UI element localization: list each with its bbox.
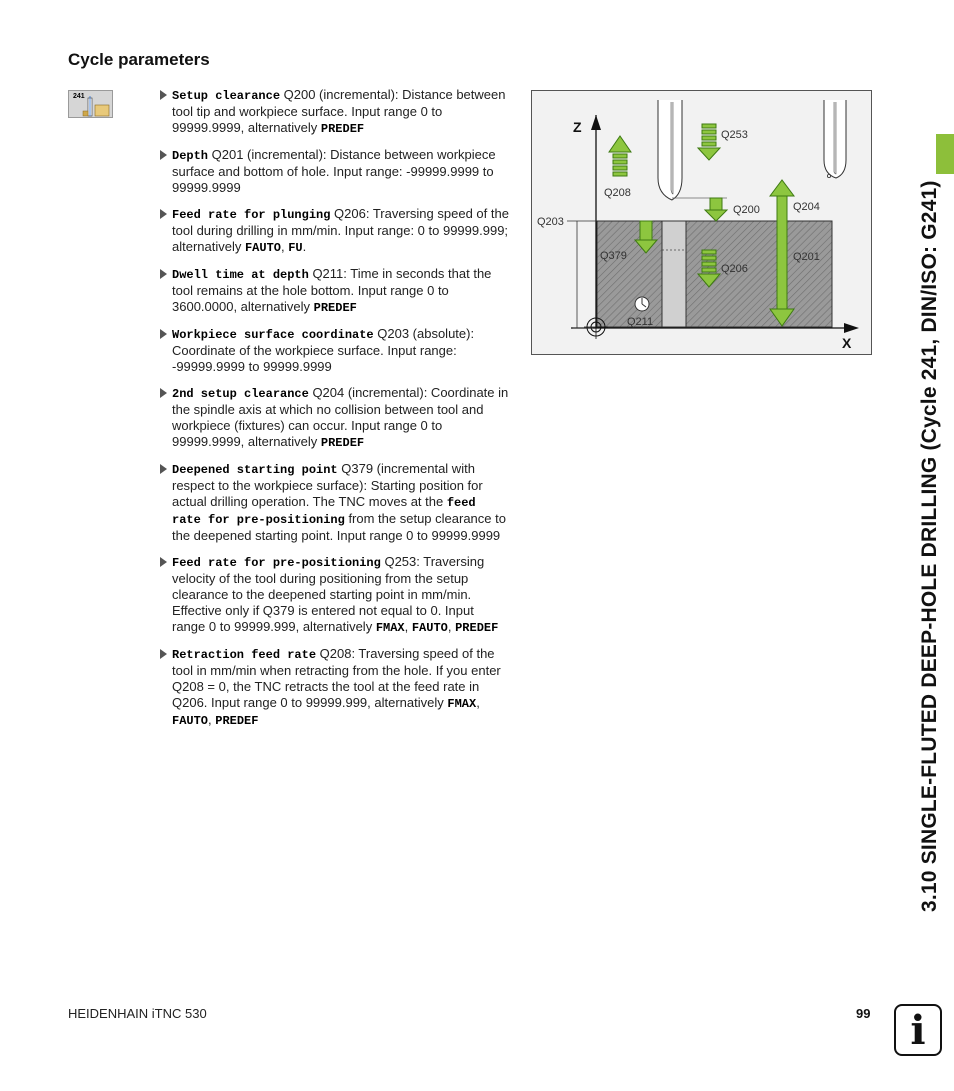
cycle-number: 241 xyxy=(73,93,85,100)
parameter-text: Q253: Traversing velocity of the tool during positioning from the setup clearance to the deepened starting point in mm/min. Effective only if Q379 is entered not equal to 0. Input range 0 to 99999.999, alternatively xyxy=(172,554,485,634)
axis-z-label: Z xyxy=(573,119,582,135)
drill-cycle-icon xyxy=(68,90,113,118)
parameter-keyword: FAUTO xyxy=(411,621,448,635)
parameter-keyword: Setup clearance xyxy=(172,89,281,103)
bullet-arrow-icon xyxy=(160,464,167,474)
parameter-item xyxy=(158,266,510,316)
parameter-keyword: Retraction feed rate xyxy=(172,648,317,662)
chapter-side-title: 3.10 SINGLE-FLUTED DEEP-HOLE DRILLING (Cycle 241, DIN/ISO: G241) xyxy=(918,180,941,912)
bullet-arrow-icon xyxy=(160,329,167,339)
bullet-arrow-icon xyxy=(160,649,167,659)
parameter-item xyxy=(158,326,510,375)
parameter-item xyxy=(158,385,510,451)
parameter-keyword: PREDEF xyxy=(215,714,259,728)
parameter-keyword: PREDEF xyxy=(320,436,365,450)
info-icon-glyph: i xyxy=(910,1007,926,1054)
drilled-hole xyxy=(662,221,686,327)
label-q208: Q208 xyxy=(604,187,631,199)
parameter-keyword: Deepened starting point xyxy=(172,463,338,477)
parameter-keyword: Feed rate for pre-positioning xyxy=(172,556,381,570)
parameter-keyword: Dwell time at depth xyxy=(172,268,309,282)
parameter-text: . xyxy=(302,239,307,254)
parameter-list xyxy=(158,87,510,739)
parameter-text: , xyxy=(447,619,456,634)
parameter-text: Q203 (absolute): Coordinate of the workpiece surface. Input range: -99999.9999 to 99999.9999 xyxy=(172,326,475,374)
parameter-item xyxy=(158,147,510,196)
bullet-arrow-icon xyxy=(160,90,167,100)
label-q204: Q204 xyxy=(793,201,820,213)
parameter-keyword: Workpiece surface coordinate xyxy=(172,328,374,342)
parameter-keyword: Depth xyxy=(172,149,209,163)
axis-x-label: X xyxy=(842,335,852,351)
bullet-arrow-icon xyxy=(160,557,167,567)
section-title: Cycle parameters xyxy=(68,50,210,69)
info-icon xyxy=(894,1004,942,1056)
page-number: 99 xyxy=(856,1006,871,1021)
parameter-keyword: FMAX xyxy=(447,697,477,711)
parameter-keyword: PREDEF xyxy=(313,301,357,315)
label-q211: Q211 xyxy=(627,316,654,328)
parameter-item xyxy=(158,554,510,636)
parameter-text: , xyxy=(208,712,216,727)
parameter-text: , xyxy=(476,695,480,710)
parameter-text: Q204 (incremental): Coordinate in the spindle axis at which no collision between tool and workpiece (fixtures) can occur. Input range 0 to 99999.9999, alternatively xyxy=(172,385,509,449)
parameter-keyword: FU xyxy=(288,241,303,255)
parameter-keyword: PREDEF xyxy=(320,122,365,136)
parameter-text: Q201 (incremental): Distance between workpiece surface and bottom of hole. Input range: -99999.9999 to 99999.9999 xyxy=(172,147,496,195)
label-q253: Q253 xyxy=(721,129,748,141)
bullet-arrow-icon xyxy=(160,388,167,398)
parameter-item xyxy=(158,206,510,256)
parameter-text: from the setup clearance to the deepened starting point. Input range 0 to 99999.9999 xyxy=(172,511,506,543)
parameter-item xyxy=(158,646,510,729)
label-q200: Q200 xyxy=(733,204,760,216)
parameter-text: Q208: Traversing speed of the tool in mm/min when retracting from the hole. If you enter Q208 = 0, the TNC retracts the tool at the feed rate in Q206. Input range 0 to 99999.999, alternatively xyxy=(172,646,501,710)
footer-product: HEIDENHAIN iTNC 530 xyxy=(68,1006,207,1021)
parameter-text: Q200 (incremental): Distance between tool tip and workpiece surface. Input range 0 to 99999.9999, alternatively xyxy=(172,87,506,135)
parameter-text: Q211: Time in seconds that the tool remains at the hole bottom. Input range 0 to 3600.0000, alternatively xyxy=(172,266,492,314)
parameter-item xyxy=(158,87,510,137)
bullet-arrow-icon xyxy=(160,150,167,160)
parameter-keyword: feed rate for pre-positioning xyxy=(172,496,476,527)
parameter-keyword: Feed rate for plunging xyxy=(172,208,331,222)
parameter-text: , xyxy=(404,619,412,634)
parameter-text: , xyxy=(281,239,289,254)
parameter-keyword: 2nd setup clearance xyxy=(172,387,309,401)
parameter-text: Q206: Traversing speed of the tool during drilling in mm/min. Input range: 0 to 99999.999; alternatively xyxy=(172,206,509,254)
bullet-arrow-icon xyxy=(160,269,167,279)
label-q203: Q203 xyxy=(537,216,564,228)
cycle-diagram xyxy=(531,90,872,355)
parameter-text: Q379 (incremental with respect to the workpiece surface): Starting position for actual drilling operation. The TNC moves at the xyxy=(172,461,483,509)
parameter-item xyxy=(158,461,510,544)
parameter-keyword: FAUTO xyxy=(244,241,281,255)
label-q379: Q379 xyxy=(600,250,627,262)
parameter-keyword: FMAX xyxy=(375,621,405,635)
label-q201: Q201 xyxy=(793,251,820,263)
bullet-arrow-icon xyxy=(160,209,167,219)
label-q206: Q206 xyxy=(721,263,748,275)
parameter-keyword: PREDEF xyxy=(455,621,499,635)
parameter-keyword: FAUTO xyxy=(172,714,209,728)
